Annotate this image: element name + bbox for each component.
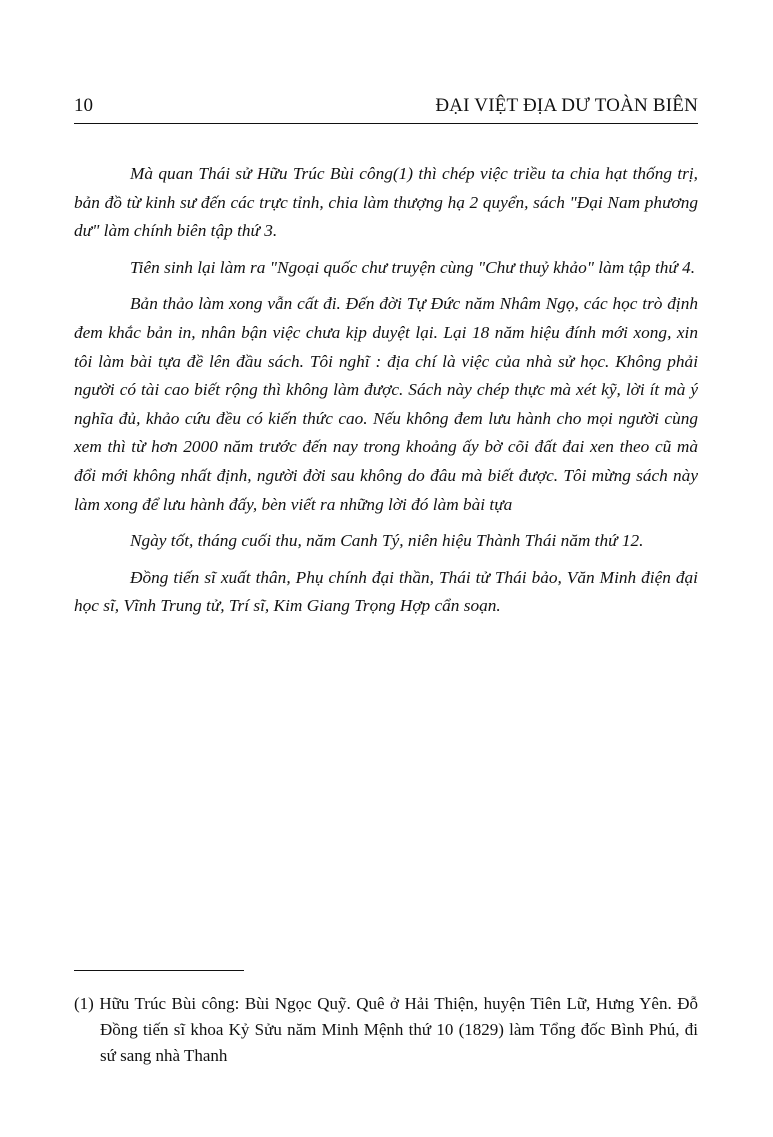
page-header [74,95,698,124]
paragraph-2: Tiên sinh lại làm ra "Ngoại quốc chư truyện cùng "Chư thuỷ khảo" làm tập thứ 4. [130,257,696,277]
running-head: ĐẠI VIỆT ĐỊA DƯ TOÀN BIÊN [435,95,698,116]
paragraph-4: Ngày tốt, tháng cuối thu, năm Canh Tý, niên hiệu Thành Thái năm thứ 12. [130,531,644,551]
paragraph-5: Đồng tiến sĩ xuất thân, Phụ chính đại thần, Thái tử Thái bảo, Văn Minh điện đại học sĩ, Vĩnh Trung tử, Trí sĩ, Kim Giang Trọng Hợp cẩn soạn. [74,567,698,616]
body-text [74,160,698,629]
paragraph-1: Mà quan Thái sử Hữu Trúc Bùi công(1) thì chép việc triều ta chia hạt thống trị, bản đồ từ kinh sư đến các trực tỉnh, chia làm thượng hạ 2 quyển, sách "Đại Nam phương dư" làm chính biên tập thứ 3. [74,164,698,241]
footnote-divider [74,970,244,971]
footnote: (1) Hữu Trúc Bùi công: Bùi Ngọc Quỹ. Quê ở Hải Thiện, huyện Tiên Lữ, Hưng Yên. Đỗ Đồng tiến sĩ khoa Kỷ Sửu năm Minh Mệnh thứ 10 (1829) làm Tổng đốc Bình Phú, đi sứ sang nhà Thanh [74,994,698,1065]
page-number: 10 [74,95,93,116]
paragraph-3: Bản thảo làm xong vẫn cất đi. Đến đời Tự Đức năm Nhâm Ngọ, các học trò định đem khắc bản in, nhân bận việc chưa kịp duyệt lại. Lại 18 năm hiệu đính mới xong, xin tôi làm bài tựa đề lên đầu sách. Tôi nghĩ : địa chí là việc của nhà sử học. Không phải người có tài cao biết rộng thì không làm được. Sách này chép thực mà xét kỹ, lời ít mà ý nghĩa đủ, khảo cứu đều có kiến thức cao. Nếu không đem lưu hành cho mọi người cùng xem thì từ hơn 2000 năm trước đến nay trong khoảng ấy bờ cõi đất đai xen theo cũ mà đổi mới không nhất định, người đời sau không do đâu mà biết được. Tôi mừng sách này làm xong để lưu hành đấy, bèn viết ra những lời đó làm bài tựa [74,294,698,514]
